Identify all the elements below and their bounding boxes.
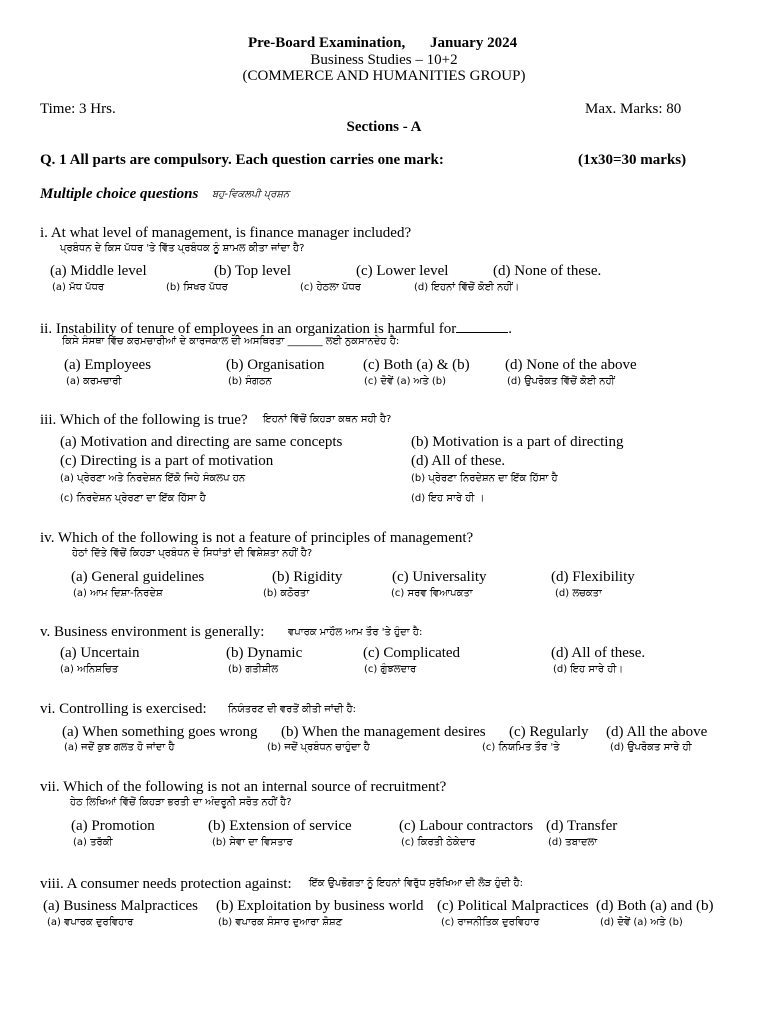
- option-d-punjabi: (d) ਤਬਾਦਲਾ: [548, 837, 598, 848]
- option-d-punjabi: (d) ਉਪਰੋਕਤ ਵਿੱਚੋਂ ਕੋਈ ਨਹੀਂ: [507, 376, 615, 387]
- option-c-punjabi: (c) ਨਿਯਮਿਤ ਤੌਰ 'ਤੇ: [482, 742, 560, 753]
- time-allowed: Time: 3 Hrs.: [40, 101, 116, 117]
- option-c: (c) Regularly: [509, 724, 589, 740]
- option-d-punjabi: (d) ਉਪਰੋਕਤ ਸਾਰੇ ਹੀ: [610, 742, 692, 753]
- option-b: (b) Exploitation by business world: [216, 898, 424, 914]
- question-text: viii. A consumer needs protection against:: [40, 876, 292, 892]
- option-c-punjabi: (c) ਹੇਠਲਾ ਪੱਧਰ: [300, 282, 361, 293]
- option-a-punjabi: (a) ਆਮ ਦਿਸ਼ਾ-ਨਿਰਦੇਸ਼: [73, 588, 163, 599]
- option-a: (a) Uncertain: [60, 645, 140, 661]
- subject-line: Business Studies – 10+2: [310, 52, 458, 68]
- question-text-punjabi: ਪ੍ਰਬੰਧਨ ਦੇ ਕਿਸ ਪੱਧਰ 'ਤੇ ਵਿੱਤ ਪ੍ਰਬੰਧਕ ਨੂੰ ਸ਼ਾਮਲ ਕੀਤਾ ਜਾਂਦਾ ਹੈ?: [60, 243, 305, 254]
- exam-date: January 2024: [430, 35, 518, 51]
- option-a: (a) Middle level: [50, 263, 147, 279]
- option-d-punjabi: (d) ਇਹ ਸਾਰੇ ਹੀ।: [553, 664, 624, 675]
- option-c: (c) Universality: [392, 569, 487, 585]
- option-d: (d) None of these.: [493, 263, 602, 279]
- option-a: (a) Promotion: [71, 818, 155, 834]
- question-text: vi. Controlling is exercised:: [40, 701, 207, 717]
- option-b-punjabi: (b) ਸੰਗਠਨ: [228, 376, 272, 387]
- option-a: (a) Employees: [64, 357, 152, 373]
- option-b: (b) Motivation is a part of directing: [411, 434, 624, 450]
- option-a-punjabi: (a) ਅਨਿਸ਼ਚਿਤ: [60, 664, 119, 675]
- option-a-punjabi: (a) ਮੱਧ ਪੱਧਰ: [52, 282, 105, 293]
- option-c: (c) Directing is a part of motivation: [60, 453, 274, 469]
- option-a: (a) Motivation and directing are same concepts: [60, 434, 343, 450]
- max-marks: Max. Marks: 80: [585, 101, 682, 117]
- option-b: (b) Dynamic: [226, 645, 303, 661]
- option-a-punjabi: (a) ਪ੍ਰੇਰਣਾ ਅਤੇ ਨਿਰਦੇਸ਼ਨ ਇੱਕੋ ਜਿਹੇ ਸੰਕਲਪ ਹਨ: [60, 473, 246, 484]
- section-heading: Sections - A: [346, 119, 422, 135]
- option-c-punjabi: (c) ਗੁੰਝਲਦਾਰ: [364, 664, 417, 675]
- question-text-punjabi: ਵਪਾਰਕ ਮਾਹੌਲ ਆਮ ਤੌਰ 'ਤੇ ਹੁੰਦਾ ਹੈ:: [288, 627, 423, 638]
- option-b-punjabi: (b) ਸੇਵਾ ਦਾ ਵਿਸਤਾਰ: [212, 837, 293, 848]
- option-a-punjabi: (a) ਕਰਮਚਾਰੀ: [66, 376, 122, 387]
- option-a: (a) When something goes wrong: [62, 724, 258, 740]
- option-c-punjabi: (c) ਸਰਵ ਵਿਆਪਕਤਾ: [391, 588, 473, 599]
- option-d-punjabi: (d) ਦੋਵੇਂ (a) ਅਤੇ (b): [600, 917, 683, 928]
- instruction-text: Q. 1 All parts are compulsory. Each question carries one mark:: [40, 152, 444, 168]
- option-d: (d) All of these.: [551, 645, 646, 661]
- option-c-punjabi: (c) ਕਿਰਤੀ ਠੇਕੇਦਾਰ: [401, 837, 476, 848]
- option-d: (d) Flexibility: [551, 569, 635, 585]
- exam-title: Pre-Board Examination,: [248, 35, 406, 51]
- option-b-punjabi: (b) ਜਦੋਂ ਪ੍ਰਬੰਧਨ ਚਾਹੁੰਦਾ ਹੈ: [267, 742, 370, 753]
- question-text: v. Business environment is generally:: [40, 624, 265, 640]
- option-b-punjabi: (b) ਕਠੋਰਤਾ: [263, 588, 310, 599]
- option-d: (d) All of these.: [411, 453, 506, 469]
- option-c-punjabi: (c) ਨਿਰਦੇਸ਼ਨ ਪ੍ਰੇਰਣਾ ਦਾ ਇੱਕ ਹਿੱਸਾ ਹੈ: [60, 493, 206, 504]
- group-line: (COMMERCE AND HUMANITIES GROUP): [242, 68, 526, 84]
- option-d: (d) Transfer: [546, 818, 618, 834]
- option-c: (c) Lower level: [356, 263, 449, 279]
- option-d: (d) None of the above: [505, 357, 637, 373]
- option-d: (d) Both (a) and (b): [596, 898, 714, 914]
- option-a-punjabi: (a) ਤਰੱਕੀ: [73, 837, 113, 848]
- option-b: (b) Organisation: [226, 357, 325, 373]
- option-b: (b) Rigidity: [272, 569, 343, 585]
- option-c: (c) Both (a) & (b): [363, 357, 470, 373]
- question-text: iii. Which of the following is true?: [40, 412, 248, 428]
- option-c-punjabi: (c) ਦੋਵੇਂ (a) ਅਤੇ (b): [364, 376, 446, 387]
- option-c: (c) Labour contractors: [399, 818, 534, 834]
- option-b-punjabi: (b) ਸਿਖਰ ਪੱਧਰ: [166, 282, 228, 293]
- option-a-punjabi: (a) ਵਪਾਰਕ ਦੁਰਵਿਹਾਰ: [47, 917, 134, 928]
- option-d-punjabi: (d) ਲਚਕਤਾ: [555, 588, 602, 599]
- option-a-punjabi: (a) ਜਦੋਂ ਕੁਝ ਗਲਤ ਹੋ ਜਾਂਦਾ ਹੈ: [64, 742, 175, 753]
- option-a: (a) General guidelines: [71, 569, 205, 585]
- answer-blank: [456, 320, 508, 333]
- mcq-heading: Multiple choice questions: [40, 186, 199, 202]
- option-c-punjabi: (c) ਰਾਜਨੀਤਿਕ ਦੁਰਵਿਹਾਰ: [441, 917, 540, 928]
- question-text-punjabi: ਇਹਨਾਂ ਵਿੱਚੋਂ ਕਿਹੜਾ ਕਥਨ ਸਹੀ ਹੈ?: [263, 414, 392, 425]
- question-text-punjabi: ਹੇਠ ਲਿਖਿਆਂ ਵਿੱਚੋਂ ਕਿਹੜਾ ਭਰਤੀ ਦਾ ਅੰਦਰੂਨੀ ਸਰੋਤ ਨਹੀਂ ਹੈ?: [70, 797, 292, 808]
- option-b: (b) When the management desires: [281, 724, 486, 740]
- question-text: vii. Which of the following is not an internal source of recruitment?: [40, 779, 447, 795]
- mcq-heading-punjabi: ਬਹੁ-ਵਿਕਲਪੀ ਪ੍ਰਸ਼ਨ: [212, 189, 290, 200]
- option-a: (a) Business Malpractices: [43, 898, 198, 914]
- option-d-punjabi: (d) ਇਹਨਾਂ ਵਿੱਚੋਂ ਕੋਈ ਨਹੀਂ।: [414, 282, 520, 293]
- question-text-punjabi: ਹੇਠਾਂ ਦਿੱਤੇ ਵਿੱਚੋਂ ਕਿਹੜਾ ਪ੍ਰਬੰਧਨ ਦੇ ਸਿਧਾਂਤਾਂ ਦੀ ਵਿਸ਼ੇਸ਼ਤਾ ਨਹੀਂ ਹੈ?: [72, 548, 313, 559]
- instruction-marks: (1x30=30 marks): [578, 152, 687, 168]
- option-b-punjabi: (b) ਪ੍ਰੇਰਣਾ ਨਿਰਦੇਸ਼ਨ ਦਾ ਇੱਕ ਹਿੱਸਾ ਹੈ: [411, 473, 558, 484]
- question-text-punjabi: ਕਿਸੇ ਸੰਸਥਾ ਵਿੱਚ ਕਰਮਚਾਰੀਆਂ ਦੇ ਕਾਰਜਕਾਲ ਦੀ ਅਸਥਿਰਤਾ _______ ਲਈ ਨੁਕਸਾਨਦੇਹ ਹੈ:: [62, 336, 400, 347]
- question-text: i. At what level of management, is finance manager included?: [40, 225, 412, 241]
- option-c: (c) Complicated: [363, 645, 461, 661]
- question-text: iv. Which of the following is not a feature of principles of management?: [40, 530, 474, 546]
- option-b-punjabi: (b) ਗਤੀਸ਼ੀਲ: [228, 664, 279, 675]
- option-b: (b) Top level: [214, 263, 291, 279]
- question-text: ii. Instability of tenure of employees in an organization is harmful for .: [40, 321, 513, 337]
- option-d: (d) All the above: [606, 724, 708, 740]
- option-d-punjabi: (d) ਇਹ ਸਾਰੇ ਹੀ ।: [411, 493, 485, 504]
- option-b: (b) Extension of service: [208, 818, 352, 834]
- question-text-punjabi: ਨਿਯੰਤਰਣ ਦੀ ਵਰਤੋਂ ਕੀਤੀ ਜਾਂਦੀ ਹੈ:: [228, 704, 357, 715]
- option-c: (c) Political Malpractices: [437, 898, 589, 914]
- option-b-punjabi: (b) ਵਪਾਰਕ ਸੰਸਾਰ ਦੁਆਰਾ ਸ਼ੋਸ਼ਣ: [218, 917, 343, 928]
- question-text-punjabi: ਇੱਕ ਉਪਭੋਗਤਾ ਨੂੰ ਇਹਨਾਂ ਵਿਰੁੱਧ ਸੁਰੱਖਿਆ ਦੀ ਲੋੜ ਹੁੰਦੀ ਹੈ:: [309, 878, 524, 889]
